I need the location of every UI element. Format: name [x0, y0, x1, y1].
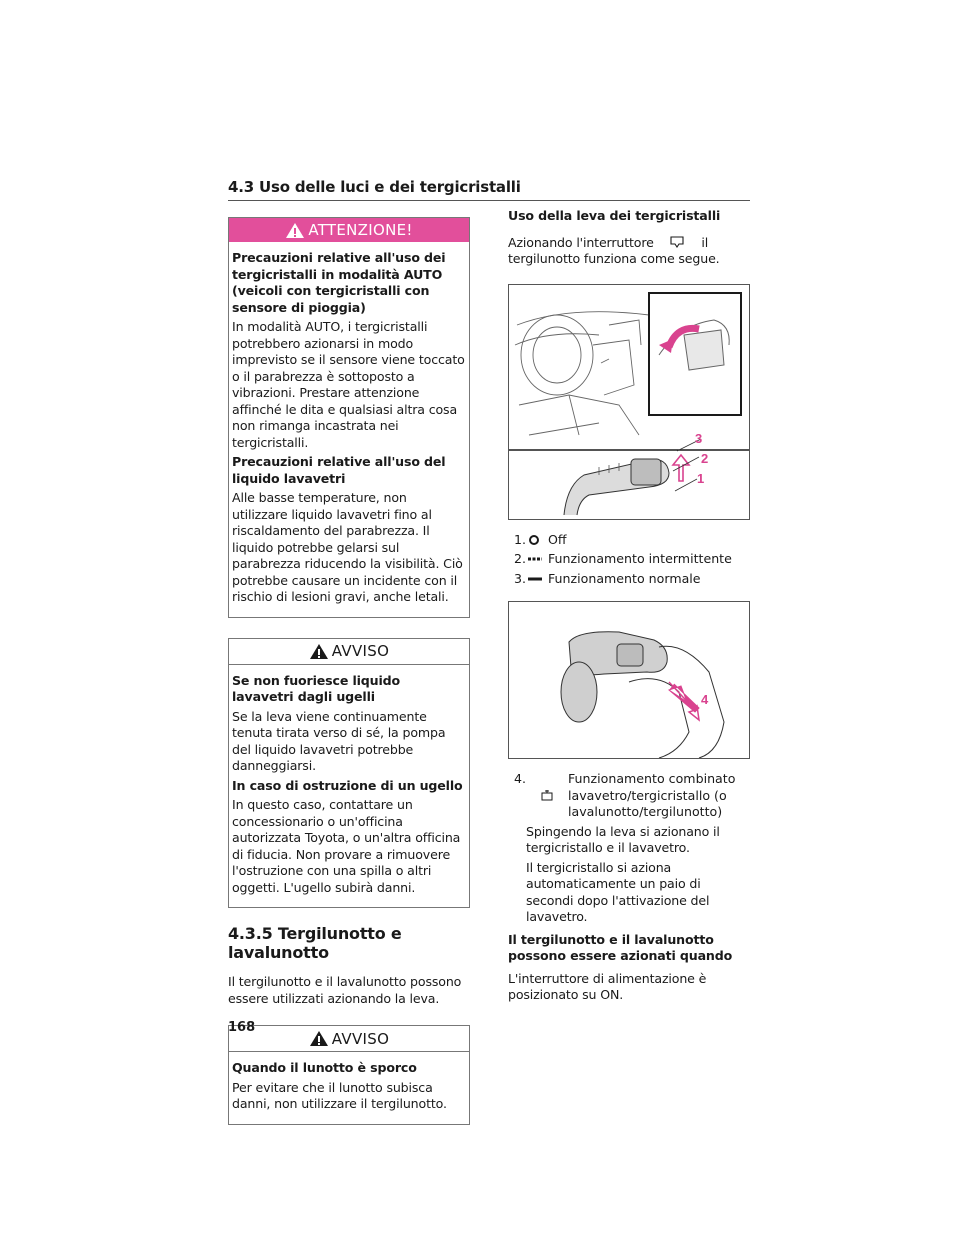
lever-intro-before: Azionando l'interruttore	[508, 234, 654, 250]
page-header	[228, 178, 750, 201]
notice-box-1-body	[229, 665, 469, 908]
fig1-label-2: 2	[701, 450, 709, 466]
notice-box-2-title: AVVISO	[331, 1029, 390, 1048]
warning-box-title: ATTENZIONE!	[308, 221, 413, 239]
fig1-label-1: 1	[697, 470, 705, 486]
item4-text: Funzionamento combinato lavavetro/tergicristallo (o lavalunotto/tergilunotto)	[568, 771, 736, 819]
left-column	[228, 217, 470, 1125]
lever-figure-2	[508, 601, 750, 759]
section-intro: Il tergilunotto e il lavalunotto possono essere utilizzati azionando la leva.	[228, 974, 462, 1006]
list-num: 2.	[514, 551, 527, 566]
page-number: 168	[228, 1020, 256, 1035]
warning-text-2: Alle basse temperature, non utilizzare liquido lavavetri fino al riscaldamento del parabrezza. Il liquido potrebbe gelarsi sul parabrezza riducendo la visibilità. Ciò potrebbe causare un incidente con il rischio di lesioni gravi, anche letali.	[232, 490, 463, 604]
section-title: 4.3.5 Tergilunotto e lavalunotto	[228, 924, 402, 962]
notice1-text-1: Se la leva viene continuamente tenuta tirata verso di sé, la pompa del liquido lavavetri potrebbe danneggiarsi.	[232, 708, 446, 773]
lever-intro-after: il	[701, 234, 709, 250]
item4-p2: Il tergicristallo si aziona automaticamente un paio di secondi dopo l'attivazione del lavavetro.	[526, 859, 710, 924]
right-column	[508, 208, 750, 1007]
header-rule	[228, 200, 750, 201]
list-item	[508, 551, 750, 568]
notice-box-2	[228, 1025, 470, 1125]
warning-heading-1: Precauzioni relative all'uso dei tergicristalli in modalità AUTO (veicoli con tergicristalli con sensore di pioggia)	[232, 250, 446, 315]
warning-box	[228, 217, 470, 618]
lever-figure-1	[508, 284, 750, 520]
fig1-label-3: 3	[695, 430, 703, 446]
notice-box-1-header	[229, 639, 469, 665]
list-item	[508, 571, 750, 588]
list-item-4	[508, 771, 750, 821]
list-text: Funzionamento normale	[548, 570, 701, 586]
warning-triangle-icon	[285, 222, 305, 239]
notice-box-1	[228, 638, 470, 909]
warning-triangle-icon	[309, 1030, 329, 1047]
lever-intro-line2: tergilunotto funziona come segue.	[508, 251, 720, 266]
notice2-text: Per evitare che il lunotto subisca danni, non utilizzare il tergilunotto.	[232, 1079, 447, 1111]
list-item	[508, 532, 750, 549]
notice1-heading-2: In caso di ostruzione di un ugello	[232, 777, 463, 793]
warning-box-body	[229, 242, 469, 617]
closing-text: L'interruttore di alimentazione è posizionato su ON.	[508, 970, 707, 1002]
header-title: 4.3 Uso delle luci e dei tergicristalli	[228, 178, 521, 196]
solid-line-icon	[528, 571, 544, 588]
notice1-text-2: In questo caso, contattare un concessionario o un'officina autorizzata Toyota, o un'altra officina di fiducia. Non provare a rimuovere l'ostruzione con una spilla o altri oggetti. L'ugello subirà danni.	[232, 797, 461, 895]
lever-illustration	[509, 285, 749, 519]
washer-icon	[528, 771, 566, 821]
dashed-line-icon	[528, 551, 544, 568]
warning-heading-2: Precauzioni relative all'uso del liquido lavavetri	[232, 454, 446, 486]
list-text: Funzionamento intermittente	[548, 551, 732, 566]
list-num: 1.	[514, 531, 527, 547]
list-text: Off	[548, 531, 567, 547]
lever-push-illustration	[509, 602, 749, 758]
notice1-heading-1: Se non fuoriesce liquido lavavetri dagli ugelli	[232, 672, 401, 704]
notice-box-2-header	[229, 1026, 469, 1052]
list-num: 4.	[514, 771, 527, 786]
lever-intro	[508, 235, 750, 268]
notice-box-1-title: AVVISO	[331, 642, 390, 660]
lever-heading: Uso della leva dei tergicristalli	[508, 208, 721, 223]
fig2-label-4: 4	[701, 692, 709, 707]
rear-wiper-icon	[658, 235, 698, 249]
item4-p1: Spingendo la leva si azionano il tergicristallo e il lavavetro.	[526, 823, 720, 855]
list-text	[566, 771, 750, 821]
off-circle-icon	[528, 532, 544, 549]
list-num: 3.	[514, 570, 527, 586]
warning-box-header	[229, 218, 469, 242]
closing-heading: Il tergilunotto e il lavalunotto possono essere azionati quando	[508, 931, 733, 963]
warning-triangle-icon	[309, 643, 329, 660]
notice2-heading: Quando il lunotto è sporco	[232, 1060, 417, 1075]
notice-box-2-body	[229, 1052, 469, 1124]
warning-text-1: In modalità AUTO, i tergicristalli potrebbero azionarsi in modo imprevisto se il sensore viene toccato o il parabrezza è sottoposto a vibrazioni. Prestare attenzione affinché le dita e qualsiasi altra cosa non rimanga incastrata nei tergicristalli.	[232, 319, 465, 450]
